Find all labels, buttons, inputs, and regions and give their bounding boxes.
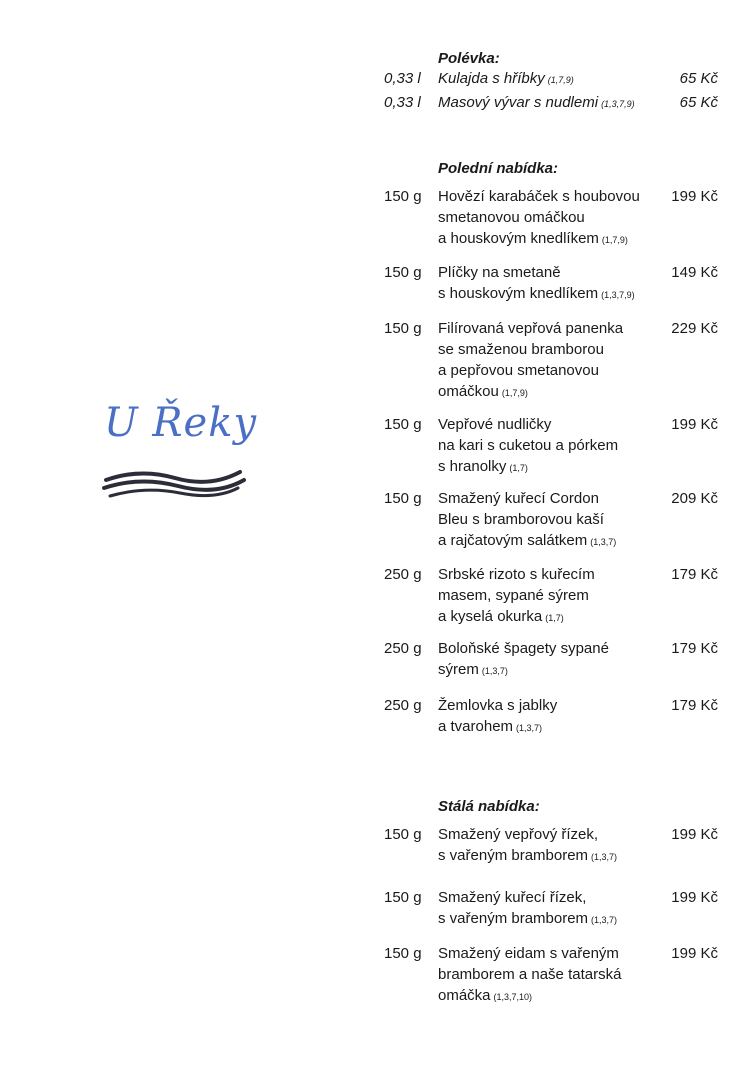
item-name-line <box>438 456 658 479</box>
item-name <box>438 262 658 306</box>
item-name-text: Masový vývar s nudlemi <box>438 94 599 111</box>
item-name-line <box>438 585 658 606</box>
item-name-line <box>438 68 678 91</box>
item-price: 229 Kč <box>671 320 718 337</box>
wave-icon <box>100 460 250 505</box>
item-allergens: (1,3,7) <box>481 666 508 676</box>
item-name <box>438 824 658 868</box>
item-quantity: 0,33 l <box>384 94 421 111</box>
item-name-line <box>438 887 658 908</box>
item-name-text: masem, sypané sýrem <box>438 587 589 604</box>
item-name-text: Boloňské špagety sypané <box>438 640 609 657</box>
item-allergens: (1,3,7) <box>591 852 618 862</box>
item-quantity: 150 g <box>384 320 422 337</box>
item-name <box>438 943 658 1008</box>
item-name-text: Vepřové nudličky <box>438 416 552 433</box>
item-quantity: 150 g <box>384 416 422 433</box>
item-name-text: a pepřovou smetanovou <box>438 362 599 379</box>
item-name <box>438 414 658 479</box>
restaurant-logo <box>100 400 258 510</box>
item-price: 199 Kč <box>671 416 718 433</box>
item-name-text: Plíčky na smetaně <box>438 264 561 281</box>
item-name-line <box>438 262 658 283</box>
item-name-text: Žemlovka s jablky <box>438 697 558 714</box>
item-name-line <box>438 985 658 1008</box>
item-name-line <box>438 414 658 435</box>
item-name-text: omáčka <box>438 987 491 1004</box>
item-name-line <box>438 283 658 306</box>
item-allergens: (1,3,7,9) <box>601 290 635 300</box>
item-price: 209 Kč <box>671 490 718 507</box>
item-allergens: (1,7,9) <box>501 388 528 398</box>
item-name-text: Kulajda s hříbky <box>438 70 545 87</box>
item-name-line <box>438 381 658 404</box>
item-name-text: s houskovým knedlíkem <box>438 285 599 302</box>
item-allergens: (1,7,9) <box>601 235 628 245</box>
item-price: 199 Kč <box>671 826 718 843</box>
item-price: 179 Kč <box>671 640 718 657</box>
item-name-line <box>438 207 658 228</box>
item-name-line <box>438 943 658 964</box>
item-name <box>438 92 678 115</box>
item-quantity: 150 g <box>384 188 422 205</box>
item-quantity: 150 g <box>384 264 422 281</box>
item-price: 149 Kč <box>671 264 718 281</box>
item-price: 199 Kč <box>671 945 718 962</box>
item-name-text: Smažený kuřecí řízek, <box>438 889 587 906</box>
item-name-line <box>438 360 658 381</box>
item-name-line <box>438 228 658 251</box>
item-name <box>438 68 678 91</box>
item-name-text: Smažený eidam s vařeným <box>438 945 619 962</box>
item-name-line <box>438 659 658 682</box>
item-name-line <box>438 318 658 339</box>
item-name-text: smetanovou omáčkou <box>438 209 585 226</box>
item-quantity: 150 g <box>384 490 422 507</box>
item-name-text: Bleu s bramborovou kaší <box>438 511 604 528</box>
item-name-text: Filírovaná vepřová panenka <box>438 320 624 337</box>
item-quantity: 250 g <box>384 697 422 714</box>
item-name-line <box>438 638 658 659</box>
item-name <box>438 564 658 629</box>
item-name-text: s hranolky <box>438 458 507 475</box>
item-price: 199 Kč <box>671 889 718 906</box>
item-price: 65 Kč <box>679 70 718 87</box>
item-name-text: na kari s cuketou a pórkem <box>438 437 619 454</box>
item-quantity: 250 g <box>384 566 422 583</box>
logo-text: U Řeky <box>104 400 258 446</box>
item-name-line <box>438 824 658 845</box>
item-name-text: a houskovým knedlíkem <box>438 230 599 247</box>
item-name <box>438 186 658 251</box>
item-name-text: Hovězí karabáček s houbovou <box>438 188 640 205</box>
item-allergens: (1,7) <box>545 613 564 623</box>
item-allergens: (1,7) <box>509 463 528 473</box>
item-name-line <box>438 564 658 585</box>
item-name-text: sýrem <box>438 661 479 678</box>
item-price: 199 Kč <box>671 188 718 205</box>
item-quantity: 0,33 l <box>384 70 421 87</box>
item-allergens: (1,3,7) <box>591 915 618 925</box>
item-name-line <box>438 908 658 931</box>
item-price: 179 Kč <box>671 566 718 583</box>
item-name <box>438 488 658 553</box>
item-name-text: Smažený vepřový řízek, <box>438 826 599 843</box>
item-quantity: 250 g <box>384 640 422 657</box>
item-quantity: 150 g <box>384 826 422 843</box>
item-name-line <box>438 964 658 985</box>
item-name-line <box>438 606 658 629</box>
item-name-text: omáčkou <box>438 383 499 400</box>
item-name-line <box>438 488 658 509</box>
section-title: Polední nabídka: <box>438 160 559 177</box>
item-name-line <box>438 845 658 868</box>
item-name-text: Srbské rizoto s kuřecím <box>438 566 595 583</box>
item-name-text: Smažený kuřecí Cordon <box>438 490 599 507</box>
item-allergens: (1,3,7) <box>516 723 543 733</box>
item-price: 179 Kč <box>671 697 718 714</box>
section-title: Stálá nabídka: <box>438 798 540 815</box>
item-name-line <box>438 339 658 360</box>
item-allergens: (1,3,7,10) <box>493 992 533 1002</box>
item-quantity: 150 g <box>384 889 422 906</box>
item-name-line <box>438 716 658 739</box>
item-allergens: (1,3,7) <box>590 537 617 547</box>
item-name <box>438 887 658 931</box>
item-name-line <box>438 92 678 115</box>
item-quantity: 150 g <box>384 945 422 962</box>
item-name <box>438 695 658 739</box>
item-name-text: se smaženou bramborou <box>438 341 604 358</box>
item-name-line <box>438 695 658 716</box>
item-name-line <box>438 186 658 207</box>
section-title: Polévka: <box>438 50 500 67</box>
item-name-text: bramborem a naše tatarská <box>438 966 622 983</box>
item-name <box>438 318 658 404</box>
item-name-line <box>438 509 658 530</box>
item-allergens: (1,7,9) <box>547 75 574 85</box>
item-name-text: a rajčatovým salátkem <box>438 532 588 549</box>
item-name-line <box>438 435 658 456</box>
item-name <box>438 638 658 682</box>
item-name-text: a tvarohem <box>438 718 514 735</box>
item-allergens: (1,3,7,9) <box>601 99 635 109</box>
item-name-text: a kyselá okurka <box>438 608 543 625</box>
item-name-text: s vařeným bramborem <box>438 910 589 927</box>
item-price: 65 Kč <box>679 94 718 111</box>
item-name-text: s vařeným bramborem <box>438 847 589 864</box>
item-name-line <box>438 530 658 553</box>
